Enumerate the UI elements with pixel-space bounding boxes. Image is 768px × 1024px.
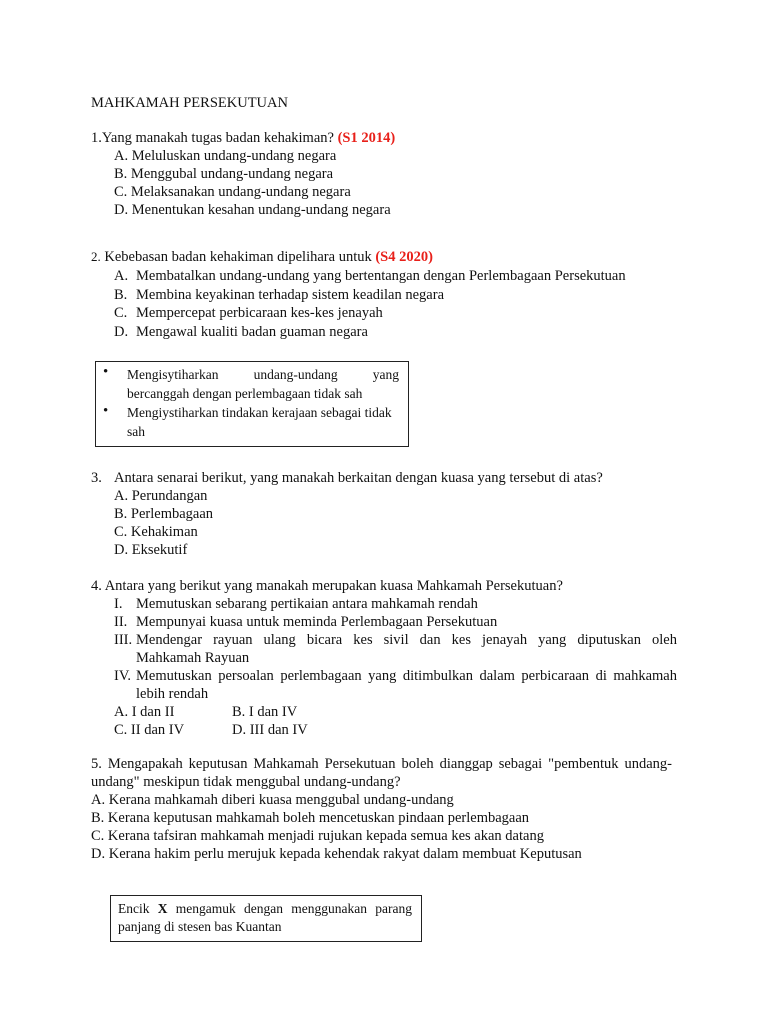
question-2-option-b-text: Membina keyakinan terhadap sistem keadilan negara [136, 287, 445, 303]
option-letter: C. [114, 184, 128, 200]
option-text: Meluluskan undang-undang negara [131, 148, 337, 164]
question-3-number: 3. [91, 470, 102, 486]
question-3-option-c: C. Kehakiman [114, 524, 198, 540]
question-4-answer-c: C. II dan IV [114, 722, 185, 738]
question-2-text: Kebebasan badan kehakiman dipelihara untuk [104, 249, 376, 265]
question-1-text: 1.Yang manakah tugas badan kehakiman? [91, 130, 338, 146]
question-3-option-a: A. Perundangan [114, 488, 208, 504]
question-4-answer-a: A. I dan II [114, 704, 175, 720]
option-letter: B. [114, 166, 128, 182]
question-4-item-3-line-2: Mahkamah Rayuan [136, 650, 250, 666]
question-5-option-c: C. Kerana tafsiran mahkamah menjadi rujukan kepada semua kes akan datang [91, 828, 544, 844]
question-4-item-1-num: I. [114, 596, 123, 612]
question-4-answer-b: B. I dan IV [232, 704, 298, 720]
question-4-item-3-line-1: Mendengar rayuan ulang bicara kes sivil dan kes jenayah yang diputuskan oleh [136, 632, 677, 648]
box1-bullet-2-line-1: Mengiystiharkan tindakan kerajaan sebagai tidak [127, 405, 392, 420]
option-letter: D. [114, 202, 129, 218]
box1-bullet-1-line-1: Mengisytiharkan undang-undang yang [127, 367, 399, 382]
option-text: Menentukan kesahan undang-undang negara [131, 202, 391, 218]
option-letter: A. [114, 268, 129, 284]
question-5-stem-line-1: 5. Mengapakah keputusan Mahkamah Persekutuan boleh dianggap sebagai "pembentuk undang- [91, 756, 672, 772]
box2-text-bold: X [157, 901, 168, 916]
box1-bullet-2-line-2: sah [127, 424, 145, 439]
box2-line-1 [118, 899, 412, 918]
question-4-item-1-text: Memutuskan sebarang pertikaian antara mahkamah rendah [136, 596, 478, 612]
question-2-option-d [114, 323, 128, 341]
box1-bullet-1-line-2: bercanggah dengan perlembagaan tidak sah [127, 386, 363, 401]
option-letter: A. [114, 148, 129, 164]
question-4-item-4-num: IV. [114, 668, 132, 684]
question-2-option-a-text: Membatalkan undang-undang yang bertentangan dengan Perlembagaan Persekutuan [136, 268, 626, 284]
question-1-option-b [114, 165, 333, 183]
question-2-option-c [114, 304, 127, 322]
question-4-item-2-num: II. [114, 614, 128, 630]
option-letter: C. [114, 305, 128, 321]
question-1-stem [91, 129, 395, 147]
option-text: Menggubal undang-undang negara [130, 166, 334, 182]
question-4-stem: 4. Antara yang berikut yang manakah merupakan kuasa Mahkamah Persekutuan? [91, 578, 563, 594]
question-1-option-a [114, 147, 336, 165]
question-3-stem: Antara senarai berikut, yang manakah berkaitan dengan kuasa yang tersebut di atas? [114, 470, 603, 486]
question-5-stem-line-2: undang" meskipun tidak menggubal undang-undang? [91, 774, 401, 790]
question-2-option-b [114, 286, 127, 304]
option-text: Melaksanakan undang-undang negara [130, 184, 351, 200]
bullet-icon: • [103, 364, 109, 380]
page-title: MAHKAMAH PERSEKUTUAN [91, 95, 288, 111]
question-2-option-a [114, 267, 128, 285]
box2-line-2: panjang di stesen bas Kuantan [118, 919, 282, 934]
question-4-item-4-line-2: lebih rendah [136, 686, 209, 702]
question-1-tag: (S1 2014) [337, 130, 396, 146]
option-letter: D. [114, 324, 129, 340]
question-4-answer-d: D. III dan IV [232, 722, 308, 738]
question-2-number: 2. [91, 249, 101, 264]
question-3-option-b: B. Perlembagaan [114, 506, 214, 522]
question-4-item-4-line-1: Memutuskan persoalan perlembagaan yang ditimbulkan dalam perbicaraan di mahkamah [136, 668, 677, 684]
question-1-option-c [114, 183, 351, 201]
option-letter: B. [114, 287, 128, 303]
bullet-icon: • [103, 403, 109, 419]
question-5-option-d: D. Kerana hakim perlu merujuk kepada kehendak rakyat dalam membuat Keputusan [91, 846, 582, 862]
question-4-item-3-num: III. [114, 632, 133, 648]
question-2-option-d-text: Mengawal kualiti badan guaman negara [136, 324, 368, 340]
question-2-stem [91, 248, 433, 266]
question-5-option-a: A. Kerana mahkamah diberi kuasa menggubal undang-undang [91, 792, 454, 808]
question-2-tag: (S4 2020) [375, 249, 433, 265]
question-1-option-d [114, 201, 391, 219]
box2-text-rest: mengamuk dengan menggunakan parang [167, 901, 412, 916]
box2-text-pre: Encik [118, 901, 158, 916]
question-5-option-b: B. Kerana keputusan mahkamah boleh mencetuskan pindaan perlembagaan [91, 810, 530, 826]
question-3-option-d: D. Eksekutif [114, 542, 188, 558]
question-2-option-c-text: Mempercepat perbicaraan kes-kes jenayah [136, 305, 383, 321]
question-4-item-2-text: Mempunyai kuasa untuk meminda Perlembagaan Persekutuan [136, 614, 498, 630]
